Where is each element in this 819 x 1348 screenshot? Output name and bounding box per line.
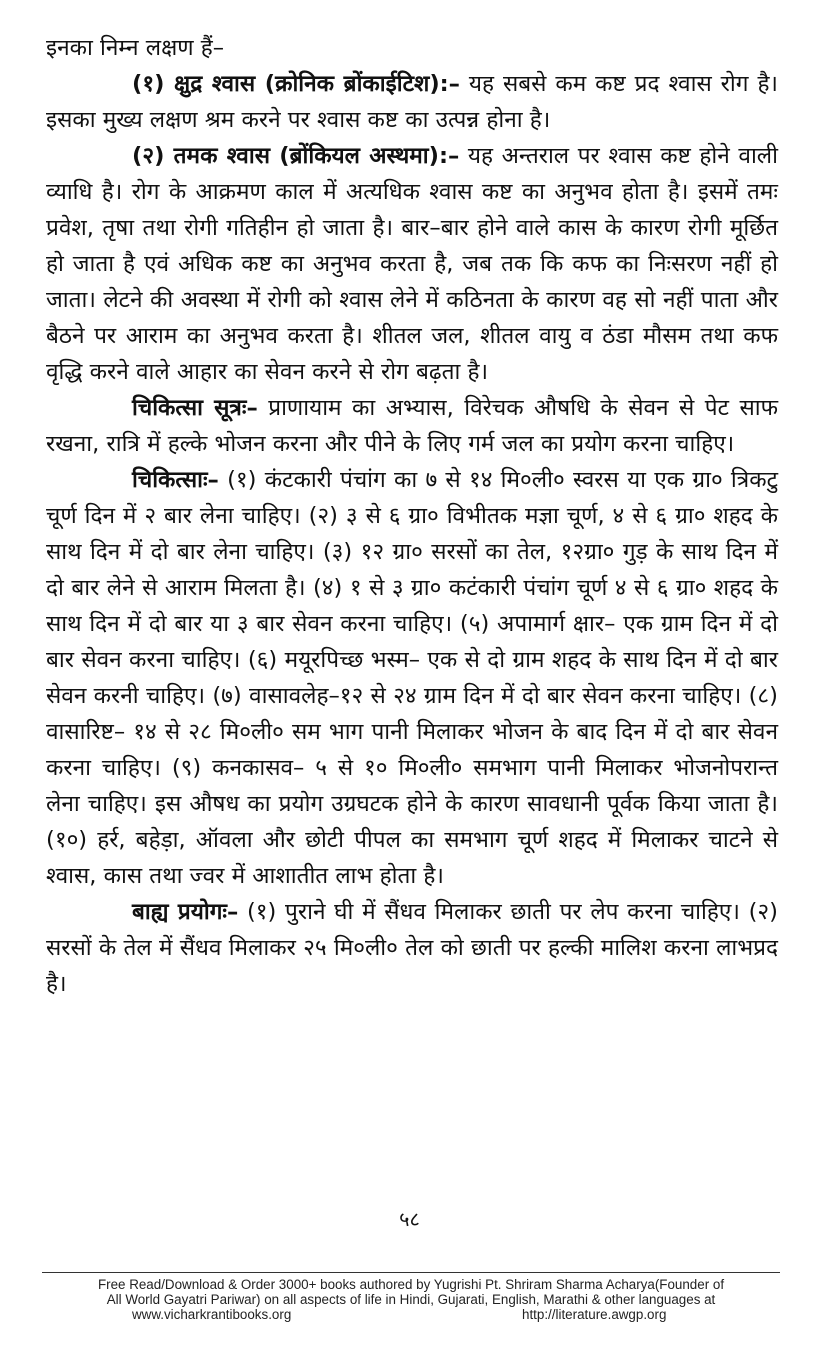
section-body: यह अन्तराल पर श्वास कष्ट होने वाली व्याधि है। रोग के आक्रमण काल में अत्यधिक श्वास कष्ट का अनुभव होता है। इसमें तमः प्रवेश, तृषा तथा रोगी गतिहीन हो जाता है। बार–बार होने वाले कास के कारण रोगी मूर्छित हो जाता है एवं अधिक कष्ट का अनुभव करता है, जब तक कि कफ का निःसरण नहीं हो जाता। लेटने की अवस्था में रोगी को श्वास लेने में कठिनता के कारण वह सो नहीं पाता और बैठने पर आराम का अनुभव करता है। शीतल जल, शीतल वायु व ठंडा मौसम तथा कफ वृद्धि करने वाले आहार का सेवन करने से रोग बढ़ता है। [46,143,778,385]
section-chikitsa [46,462,778,894]
footer-line-2: All World Gayatri Pariwar) on all aspects of life in Hindi, Gujarati, English, Marathi & other languages at [106,1292,716,1307]
section-chikitsa-sutra [46,390,778,462]
section-body: प्राणायाम का अभ्यास, विरेचक औषधि के सेवन से पेट साफ रखना, रात्रि में हल्के भोजन करना और पीने के लिए गर्म जल का प्रयोग करना चाहिए। [46,395,779,457]
section-heading: (२) तमक श्वास (ब्रोंकियल अस्थमा):– [132,143,460,169]
footer [42,1277,780,1322]
footer-link-vicharkranti[interactable]: www.vicharkrantibooks.org [132,1307,292,1322]
page-body [46,30,778,1002]
intro-line: इनका निम्न लक्षण हैं– [46,35,225,61]
section-body: (१) पुराने घी में सैंधव मिलाकर छाती पर लेप करना चाहिए। (२) सरसों के तेल में सैंधव मिलाकर २५ मि०ली० तेल को छाती पर हल्की मालिश करना लाभप्रद है। [46,899,778,997]
section-kshudra-shwas [46,66,778,138]
section-bahya-prayog [46,894,778,1002]
section-body: यह सबसे कम कष्ट प्रद श्वास रोग है। इसका मुख्य लक्षण श्रम करने पर श्वास कष्ट का उत्पन्न होना है। [46,71,778,133]
footer-line-1: Free Read/Download & Order 3000+ books authored by Yugrishi Pt. Shriram Sharma Acharya(Founder of [97,1277,725,1292]
footer-link-literature[interactable]: http://literature.awgp.org [522,1307,667,1322]
section-body: (१) कंटकारी पंचांग का ७ से १४ मि०ली० स्वरस या एक ग्रा० त्रिकटु चूर्ण दिन में २ बार लेना चाहिए। (२) ३ से ६ ग्रा० विभीतक मज्ञा चूर्ण, ४ से ६ ग्रा० शहद के साथ दिन में दो बार लेना चाहिए। (३) १२ ग्रा० सरसों का तेल, १२ग्रा० गुड़ के साथ दिन में दो बार लेने से आराम मिलता है। (४) १ से ३ ग्रा० कटंकारी पंचांग चूर्ण ४ से ६ ग्रा० शहद के साथ दिन में दो बार या ३ बार सेवन करना चाहिए। (५) अपामार्ग क्षार– एक ग्राम दिन में दो बार सेवन करना चाहिए। (६) मयूरपिच्छ भस्म– एक से दो ग्राम शहद के साथ दिन में दो बार सेवन करनी चाहिए। (७) वासावलेह–१२ से २४ ग्राम दिन में दो बार सेवन करना चाहिए। (८) वासारिष्ट– १४ से २८ मि०ली० सम भाग पानी मिलाकर भोजन के बाद दिन में दो बार सेवन करना चाहिए। (९) कनकासव– ५ से १० मि०ली० समभाग पानी मिलाकर भोजनोपरान्त लेना चाहिए। इस औषध का प्रयोग उग्रघटक होने के कारण सावधानी पूर्वक किया जाता है। (१०) हर्र, बहेड़ा, ऑवला और छोटी पीपल का समभाग चूर्ण शहद में मिलाकर चाटने से श्वास, कास तथा ज्वर में आशातीत लाभ होता है। [46,467,778,889]
footer-links [42,1307,780,1322]
section-tamak-shwas [46,138,778,390]
section-heading: (१) क्षुद्र श्वास (क्रोनिक ब्रोंकाईटिश):– [132,71,460,97]
footer-divider [42,1272,780,1273]
page-number: ५८ [399,1207,420,1231]
section-heading: चिकित्सा सूत्रः– [132,395,258,421]
section-heading: चिकित्साः– [132,467,219,493]
section-heading: बाह्य प्रयोगः– [132,899,239,925]
